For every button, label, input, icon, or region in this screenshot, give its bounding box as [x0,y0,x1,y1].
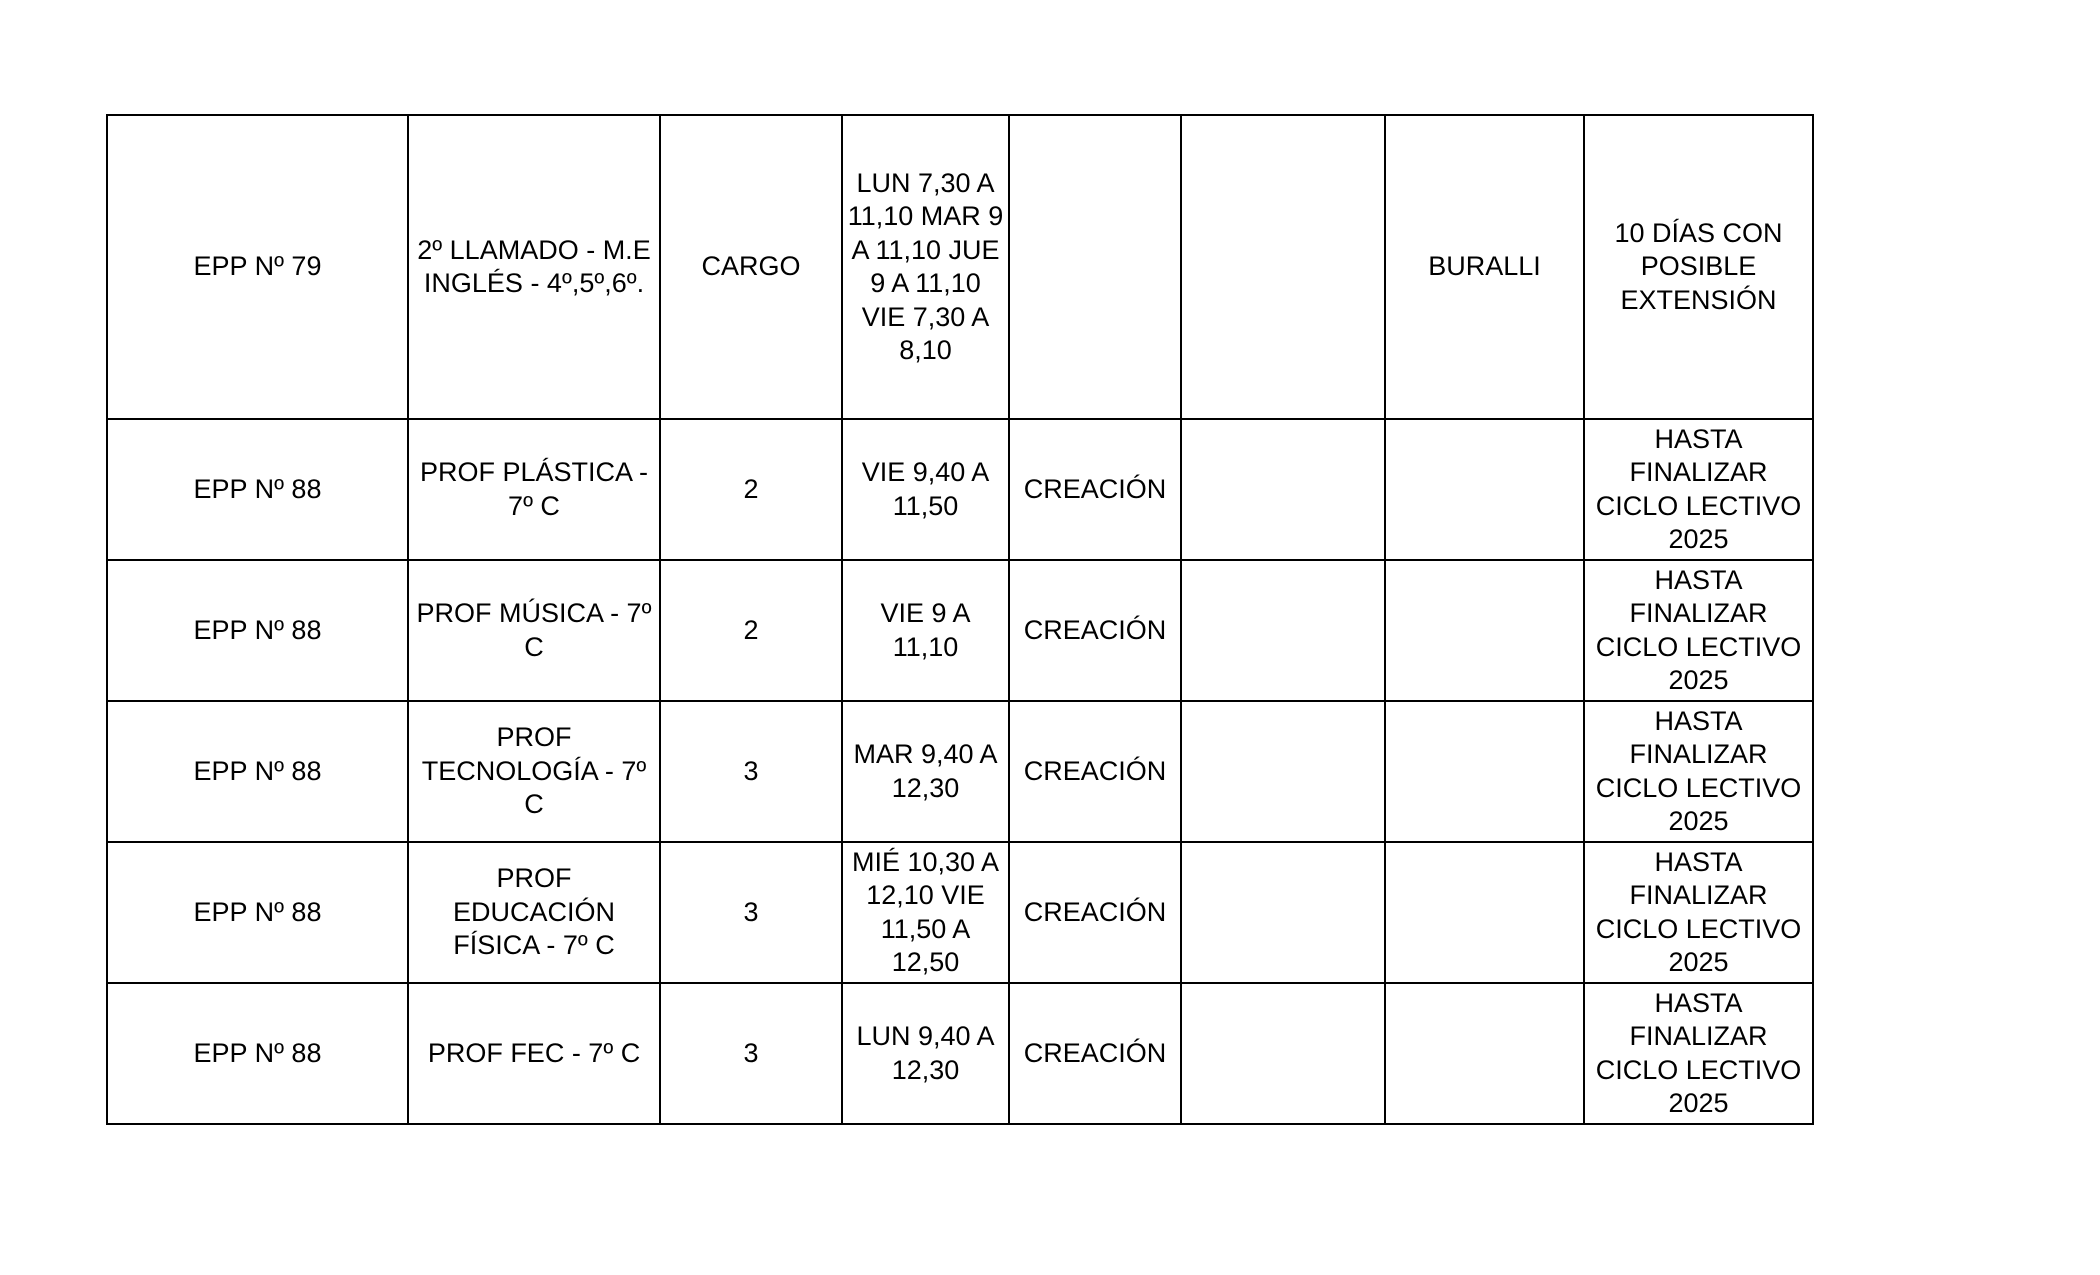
table-row [107,842,1813,983]
position-text: PROF PLÁSTICA - 7º C [419,457,649,521]
schedule-text: MAR 9,40 A 12,30 [853,739,998,803]
hours-cell [660,842,842,983]
duration-text: HASTA FINALIZAR CICLO LECTIVO 2025 [1595,987,1802,1118]
school-text: EPP Nº 88 [193,1037,322,1068]
position-text: 2º LLAMADO - M.E INGLÉS - 4º,5º,6º. [417,234,651,298]
duration-cell [1584,419,1813,560]
hours-cell [660,983,842,1124]
reason-cell [1009,560,1181,701]
school-cell [107,560,408,701]
reason-text: CREACIÓN [1023,755,1167,786]
duration-cell [1584,560,1813,701]
schedule-cell [842,983,1009,1124]
position-cell [408,115,660,419]
schedule-cell [842,842,1009,983]
empty-cell [1181,560,1385,701]
hours-cell [660,419,842,560]
reason-text: CREACIÓN [1023,896,1167,927]
schedule-text: LUN 7,30 A 11,10 MAR 9 A 11,10 JUE 9 A 11,10 VIE 7,30 A 8,10 [847,167,1004,365]
school-text: EPP Nº 88 [193,896,322,927]
position-cell [408,560,660,701]
schedule-table [106,114,1814,1125]
holder-cell [1385,842,1584,983]
position-text: PROF FEC - 7º C [427,1037,641,1068]
school-cell [107,701,408,842]
schedule-cell [842,115,1009,419]
holder-text: BURALLI [1428,251,1541,282]
schedule-text: VIE 9 A 11,10 [880,598,971,662]
duration-text: 10 DÍAS CON POSIBLE EXTENSIÓN [1614,217,1783,315]
school-cell [107,842,408,983]
school-cell [107,983,408,1124]
table-row [107,701,1813,842]
reason-text: CREACIÓN [1023,473,1167,504]
reason-cell [1009,115,1181,419]
duration-cell [1584,115,1813,419]
position-cell [408,419,660,560]
position-cell [408,842,660,983]
empty-cell [1181,842,1385,983]
school-text: EPP Nº 88 [193,755,322,786]
hours-text: CARGO [701,251,801,282]
position-cell [408,983,660,1124]
reason-text: CREACIÓN [1023,1037,1167,1068]
holder-cell [1385,701,1584,842]
school-text: EPP Nº 79 [193,251,322,282]
reason-text: CREACIÓN [1023,614,1167,645]
schedule-text: MIÉ 10,30 A 12,10 VIE 11,50 A 12,50 [851,846,1000,977]
school-cell [107,419,408,560]
position-cell [408,701,660,842]
position-text: PROF MÚSICA - 7º C [416,598,652,662]
hours-cell [660,560,842,701]
hours-text: 2 [743,473,759,504]
empty-cell [1181,419,1385,560]
reason-cell [1009,419,1181,560]
schedule-cell [842,419,1009,560]
empty-cell [1181,983,1385,1124]
hours-cell [660,701,842,842]
duration-cell [1584,983,1813,1124]
table-row [107,419,1813,560]
duration-cell [1584,842,1813,983]
reason-cell [1009,983,1181,1124]
school-text: EPP Nº 88 [193,614,322,645]
table-row [107,560,1813,701]
school-text: EPP Nº 88 [193,473,322,504]
school-cell [107,115,408,419]
duration-text: HASTA FINALIZAR CICLO LECTIVO 2025 [1595,846,1802,977]
duration-cell [1584,701,1813,842]
reason-cell [1009,701,1181,842]
reason-cell [1009,842,1181,983]
hours-cell [660,115,842,419]
holder-cell [1385,419,1584,560]
schedule-cell [842,701,1009,842]
empty-cell [1181,115,1385,419]
holder-cell [1385,983,1584,1124]
hours-text: 3 [743,1037,759,1068]
duration-text: HASTA FINALIZAR CICLO LECTIVO 2025 [1595,705,1802,836]
empty-cell [1181,701,1385,842]
holder-cell [1385,115,1584,419]
duration-text: HASTA FINALIZAR CICLO LECTIVO 2025 [1595,564,1802,695]
schedule-cell [842,560,1009,701]
holder-cell [1385,560,1584,701]
hours-text: 3 [743,755,759,786]
schedule-text: LUN 9,40 A 12,30 [856,1021,995,1085]
table-row [107,983,1813,1124]
position-text: PROF TECNOLOGÍA - 7º C [421,722,647,820]
table-row [107,115,1813,419]
hours-text: 2 [743,614,759,645]
duration-text: HASTA FINALIZAR CICLO LECTIVO 2025 [1595,423,1802,554]
schedule-text: VIE 9,40 A 11,50 [861,457,990,521]
position-text: PROF EDUCACIÓN FÍSICA - 7º C [452,863,615,961]
hours-text: 3 [743,896,759,927]
